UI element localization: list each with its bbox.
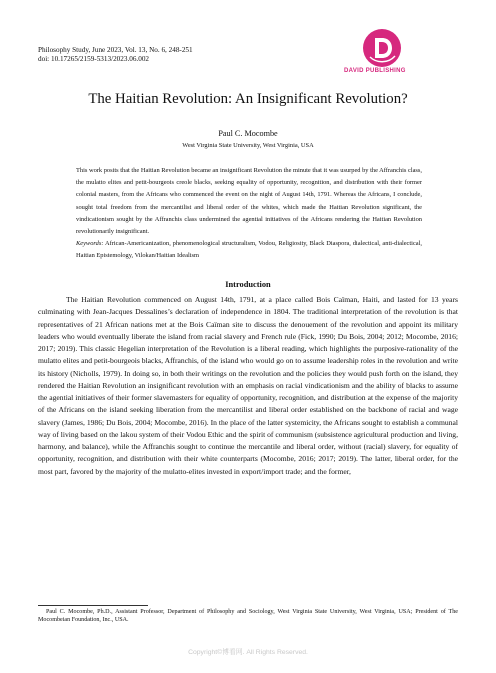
section-heading-introduction: Introduction bbox=[225, 280, 271, 289]
body-paragraph: The Haitian Revolution commenced on August 14th, 1791, at a place called Bois Caïman, Haiti, and lasted for 13 years culminating with Jean-Jacques Dessalines’s declaration of independence in 1804. The traditional interpretation of the revolution is that representatives of 21 African nations met at the Bois Caïman site to discuss the denouement of the revolution and appoint its military leaders who would eventually liberate the island from racial slavery and French rule (Fick, 1990; Du Bois, 2004; 2012; Mocombe, 2016; 2017; 2019). This classic Hegelian interpretation of the Revolution is a liberal reading, which highlights the purposive-rationality of the mulatto elites and petit-bourgeois blacks, Affranchis, of the island who would go on to assume leadership roles in the revolution and write its history (Nicholls, 1979). In doing so, in both their writings on the revolution and the policies they would push forth on the island, they rendered the Haitian Revolution an insignificant revolution with an emphasis on racial vindicationism and the ability of blacks to assume the agential initiatives of their former slavemasters for equality of opportunity, recognition, and distribution at the expense of the majority of the Africans on the island seeking liberation from the mercantilist and liberal order established on the backbone of racial and wage slavery (James, 1986; Du Bois, 2004; Mocombe, 2016). In the place of the latter systemicity, the Africans sought to establish a communal way of living based on the lakou system of their Vodou Ethic and the spirit of communism (subsistence agricultural production and living, harmony, and balance), while the Affranchis sought to continue the mercantile and liberal order, without (racial) slavery, for equality of opportunity, recognition, and distribution with their white counterparts (Mocombe, 2016; 2017; 2019). The latter, liberal order, for the most part, favored by the majority of the mulatto-elites invested in export/import trade; and the former, bbox=[38, 295, 458, 476]
david-publishing-logo-icon bbox=[362, 28, 402, 68]
keywords-label: Keywords: bbox=[76, 240, 104, 247]
author-affiliation: West Virginia State University, West Virginia, USA bbox=[182, 142, 314, 149]
footnote-divider bbox=[38, 605, 148, 606]
publisher-name: DAVID PUBLISHING bbox=[344, 68, 406, 74]
author-footnote: Paul C. Mocombe, Ph.D., Assistant Professor, Department of Philosophy and Sociology, West Virginia State University, West Virginia, USA; President of The Mocombeian Foundation, Inc., USA. bbox=[38, 609, 458, 624]
journal-doi: doi: 10.17265/2159-5313/2023.06.002 bbox=[38, 55, 150, 63]
publisher-logo bbox=[344, 28, 468, 78]
keywords-text: African-Americanization, phenomenological structuralism, Vodou, Religiosity, Black Diaspora, dialectical, anti-dialectical, Haitian Epistemology, Vilokan/Haitian Idealism bbox=[76, 240, 422, 260]
author-name: Paul C. Mocombe bbox=[218, 129, 278, 138]
journal-citation: Philosophy Study, June 2023, Vol. 13, No. 6, 248-251 bbox=[38, 46, 193, 54]
copyright-watermark: Copyright©博看网. All Rights Reserved. bbox=[188, 649, 308, 656]
journal-info bbox=[38, 46, 193, 64]
article-title: The Haitian Revolution: An Insignificant Revolution? bbox=[88, 91, 408, 107]
keywords bbox=[76, 238, 422, 262]
abstract: This work posits that the Haitian Revolution became an insignificant Revolution the minute that it was usurped by the Affranchis class, the mulatto elites and petit-bourgeois creole blacks, seeking equality of opportunity, recognition, and distribution with their former colonial masters, from the Africans who commenced the event on the night of August 14th, 1791. Whereas the Africans, I conclude, sought total freedom from the mercantilist and liberal order of the whites, which made the Haitian Revolution significant, the vindicationism sought by the Affranchis class undermined the agential initiatives of the Africans rendering the Haitian Revolution revolutionarily insignificant. bbox=[76, 167, 422, 236]
